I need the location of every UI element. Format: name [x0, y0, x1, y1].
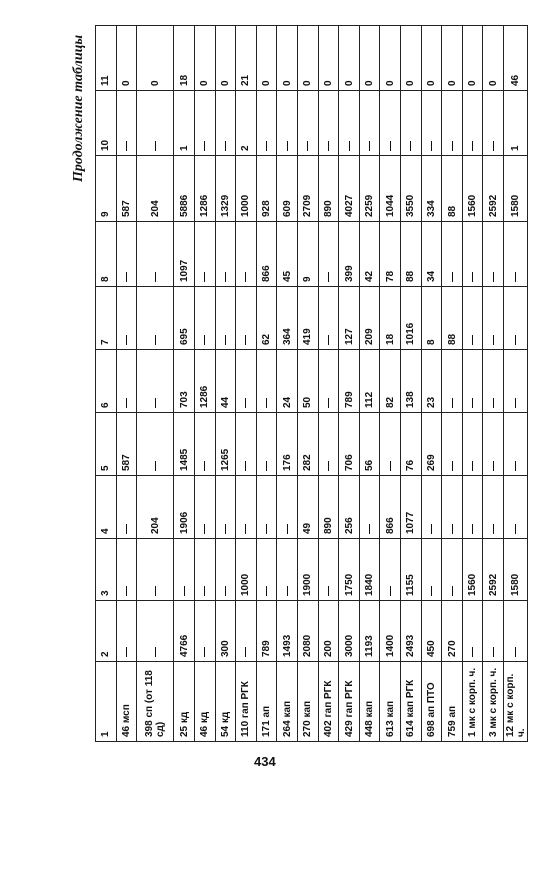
table-cell: 695: [174, 287, 195, 350]
table-cell: 1580: [504, 156, 528, 222]
table-cell: —: [483, 222, 504, 287]
table-cell: 8: [421, 287, 442, 350]
unit-name-cell: 698 ап ПТО: [421, 662, 442, 742]
table-cell: —: [359, 476, 380, 539]
table-cell: 0: [297, 26, 318, 91]
table-cell: 334: [421, 156, 442, 222]
table-cell: 200: [318, 601, 339, 662]
table-cell: 0: [359, 26, 380, 91]
table-row: [401, 26, 422, 742]
table-cell: —: [462, 222, 483, 287]
table-cell: 1580: [504, 539, 528, 601]
table-cell: —: [318, 222, 339, 287]
table-cell: —: [116, 539, 137, 601]
table-cell: 50: [297, 350, 318, 413]
table-cell: 270: [442, 601, 463, 662]
table-cell: 706: [339, 413, 360, 476]
table-cell: —: [359, 91, 380, 156]
column-header: 1: [96, 662, 117, 742]
table-cell: —: [236, 601, 257, 662]
table-row: [504, 26, 528, 742]
table-cell: —: [236, 413, 257, 476]
table-cell: 1750: [339, 539, 360, 601]
table-cell: 0: [401, 26, 422, 91]
unit-name-cell: 25 кд: [174, 662, 195, 742]
unit-name-cell: 54 кд: [215, 662, 236, 742]
table-row: [380, 26, 401, 742]
table-cell: —: [421, 476, 442, 539]
table-cell: 609: [277, 156, 298, 222]
table-cell: 78: [380, 222, 401, 287]
table-cell: 62: [256, 287, 277, 350]
table-cell: 282: [297, 413, 318, 476]
table-cell: —: [339, 91, 360, 156]
table-cell: —: [277, 476, 298, 539]
table-cell: 1155: [401, 539, 422, 601]
table-cell: 204: [137, 156, 174, 222]
table-cell: —: [504, 287, 528, 350]
table-cell: —: [318, 413, 339, 476]
table-cell: 24: [277, 350, 298, 413]
table-cell: —: [194, 222, 215, 287]
table-cell: 1265: [215, 413, 236, 476]
table-cell: —: [483, 476, 504, 539]
table-cell: 1900: [297, 539, 318, 601]
table-row: [421, 26, 442, 742]
table-cell: —: [194, 539, 215, 601]
column-header: 6: [96, 350, 117, 413]
table-cell: —: [401, 91, 422, 156]
table-cell: 364: [277, 287, 298, 350]
table-cell: 1016: [401, 287, 422, 350]
table-cell: 88: [442, 287, 463, 350]
table-cell: 2: [236, 91, 257, 156]
table-cell: 1044: [380, 156, 401, 222]
table-cell: 866: [380, 476, 401, 539]
table-cell: 789: [339, 350, 360, 413]
table-cell: —: [194, 601, 215, 662]
table-cell: —: [318, 539, 339, 601]
table-cell: —: [380, 413, 401, 476]
table-cell: 1840: [359, 539, 380, 601]
table-cell: 0: [380, 26, 401, 91]
table-cell: —: [442, 476, 463, 539]
column-header: 9: [96, 156, 117, 222]
table-cell: 0: [215, 26, 236, 91]
table-cell: —: [194, 413, 215, 476]
table-cell: 587: [116, 413, 137, 476]
table-cell: —: [504, 222, 528, 287]
unit-name-cell: 264 кап: [277, 662, 298, 742]
table-cell: 42: [359, 222, 380, 287]
table-cell: —: [236, 350, 257, 413]
table-cell: —: [318, 287, 339, 350]
table-cell: —: [236, 222, 257, 287]
unit-name-cell: 12 мк с корп. ч.: [504, 662, 528, 742]
unit-name-cell: 1 мк с корп. ч.: [462, 662, 483, 742]
table-cell: 0: [137, 26, 174, 91]
table-cell: 2592: [483, 539, 504, 601]
table-cell: —: [174, 539, 195, 601]
table-cell: —: [215, 476, 236, 539]
table-cell: 138: [401, 350, 422, 413]
table-cell: 88: [401, 222, 422, 287]
table-cell: 1077: [401, 476, 422, 539]
table-cell: 890: [318, 476, 339, 539]
unit-name-cell: 759 ап: [442, 662, 463, 742]
table-cell: 450: [421, 601, 442, 662]
table-cell: —: [236, 287, 257, 350]
table-cell: 1493: [277, 601, 298, 662]
column-header: 2: [96, 601, 117, 662]
table-cell: —: [137, 287, 174, 350]
column-header: 3: [96, 539, 117, 601]
table-cell: —: [236, 476, 257, 539]
table-cell: —: [137, 601, 174, 662]
column-header: 7: [96, 287, 117, 350]
table-cell: 209: [359, 287, 380, 350]
table-header-row: [96, 26, 117, 742]
table-cell: 0: [277, 26, 298, 91]
table-cell: —: [504, 601, 528, 662]
table-cell: 0: [256, 26, 277, 91]
table-cell: —: [504, 350, 528, 413]
table-cell: 1: [504, 91, 528, 156]
table-cell: —: [442, 222, 463, 287]
table-row: [339, 26, 360, 742]
table-cell: 0: [318, 26, 339, 91]
unit-name-cell: 46 кд: [194, 662, 215, 742]
table-cell: 419: [297, 287, 318, 350]
table-cell: —: [256, 350, 277, 413]
table-cell: 2080: [297, 601, 318, 662]
table-cell: —: [277, 539, 298, 601]
table-cell: —: [380, 539, 401, 601]
table-cell: —: [194, 476, 215, 539]
table-cell: —: [318, 91, 339, 156]
table-row: [174, 26, 195, 742]
table-cell: 34: [421, 222, 442, 287]
table-cell: 204: [137, 476, 174, 539]
table-cell: —: [215, 287, 236, 350]
table-cell: —: [137, 91, 174, 156]
table-cell: 890: [318, 156, 339, 222]
table-cell: 789: [256, 601, 277, 662]
table-cell: 0: [483, 26, 504, 91]
table-cell: —: [462, 350, 483, 413]
table-cell: 1560: [462, 156, 483, 222]
table-cell: 1485: [174, 413, 195, 476]
table-cell: 1193: [359, 601, 380, 662]
table-cell: 45: [277, 222, 298, 287]
table-row: [442, 26, 463, 742]
table-cell: 44: [215, 350, 236, 413]
table-cell: —: [116, 350, 137, 413]
table-row: [277, 26, 298, 742]
table-cell: 300: [215, 601, 236, 662]
table-cell: 269: [421, 413, 442, 476]
table-cell: 1400: [380, 601, 401, 662]
table-cell: 928: [256, 156, 277, 222]
table-cell: —: [194, 91, 215, 156]
column-header: 11: [96, 26, 117, 91]
table-cell: 399: [339, 222, 360, 287]
unit-name-cell: 46 мсп: [116, 662, 137, 742]
table-cell: 112: [359, 350, 380, 413]
table-body: [96, 26, 528, 742]
page-number: 434: [254, 754, 276, 769]
unit-name-cell: 429 гап РГК: [339, 662, 360, 742]
table-row: [236, 26, 257, 742]
unit-name-cell: 402 гап РГК: [318, 662, 339, 742]
table-cell: 4766: [174, 601, 195, 662]
table-row: [318, 26, 339, 742]
unit-name-cell: 110 гап РГК: [236, 662, 257, 742]
table-cell: 1: [174, 91, 195, 156]
table-cell: 82: [380, 350, 401, 413]
table-cell: —: [462, 476, 483, 539]
table-cell: 1000: [236, 156, 257, 222]
table-cell: —: [504, 476, 528, 539]
table-cell: 3000: [339, 601, 360, 662]
running-header: [63, 22, 95, 182]
table-cell: 1000: [236, 539, 257, 601]
unit-name-cell: 270 кап: [297, 662, 318, 742]
table-row: [483, 26, 504, 742]
table-cell: 2709: [297, 156, 318, 222]
table-cell: 0: [442, 26, 463, 91]
table-cell: 3550: [401, 156, 422, 222]
table-cell: —: [483, 350, 504, 413]
table-cell: 1097: [174, 222, 195, 287]
table-cell: 703: [174, 350, 195, 413]
table-cell: —: [442, 91, 463, 156]
table-cell: 5886: [174, 156, 195, 222]
table-cell: —: [421, 91, 442, 156]
table-cell: —: [215, 539, 236, 601]
table-cell: 18: [174, 26, 195, 91]
table-cell: —: [421, 539, 442, 601]
table-cell: —: [483, 601, 504, 662]
data-table-container: [95, 26, 528, 742]
table-cell: 2592: [483, 156, 504, 222]
table-cell: —: [116, 91, 137, 156]
table-row: [116, 26, 137, 742]
table-cell: 18: [380, 287, 401, 350]
table-cell: —: [442, 350, 463, 413]
table-row: [256, 26, 277, 742]
table-cell: 1329: [215, 156, 236, 222]
table-row: [215, 26, 236, 742]
table-row: [297, 26, 318, 742]
table-cell: 1906: [174, 476, 195, 539]
table-cell: 49: [297, 476, 318, 539]
table-cell: —: [137, 350, 174, 413]
table-cell: 2259: [359, 156, 380, 222]
table-cell: 56: [359, 413, 380, 476]
table-cell: 9: [297, 222, 318, 287]
table-row: [137, 26, 174, 742]
table-cell: 76: [401, 413, 422, 476]
table-cell: 1560: [462, 539, 483, 601]
table-cell: 46: [504, 26, 528, 91]
table-cell: 127: [339, 287, 360, 350]
table-cell: —: [277, 91, 298, 156]
table-cell: —: [504, 413, 528, 476]
table-cell: 587: [116, 156, 137, 222]
column-header: 4: [96, 476, 117, 539]
table-cell: —: [483, 413, 504, 476]
table-cell: —: [137, 222, 174, 287]
table-cell: 866: [256, 222, 277, 287]
table-row: [359, 26, 380, 742]
table-cell: —: [462, 601, 483, 662]
table-cell: —: [256, 539, 277, 601]
table-cell: —: [442, 413, 463, 476]
table-cell: —: [318, 350, 339, 413]
unit-name-cell: 448 кап: [359, 662, 380, 742]
table-cell: 1286: [194, 156, 215, 222]
table-cell: 176: [277, 413, 298, 476]
table-cell: —: [116, 601, 137, 662]
table-cell: —: [380, 91, 401, 156]
table-cell: —: [194, 287, 215, 350]
data-table: [95, 25, 528, 742]
table-cell: —: [137, 539, 174, 601]
table-cell: —: [483, 287, 504, 350]
unit-name-cell: 398 сп (от 118 сд): [137, 662, 174, 742]
table-cell: —: [116, 476, 137, 539]
table-cell: —: [297, 91, 318, 156]
table-cell: 0: [421, 26, 442, 91]
table-cell: —: [483, 91, 504, 156]
table-cell: 1286: [194, 350, 215, 413]
table-cell: 88: [442, 156, 463, 222]
table-row: [462, 26, 483, 742]
table-cell: —: [462, 413, 483, 476]
table-cell: —: [137, 413, 174, 476]
table-cell: —: [256, 91, 277, 156]
unit-name-cell: 613 кап: [380, 662, 401, 742]
column-header: 10: [96, 91, 117, 156]
table-cell: —: [442, 539, 463, 601]
table-cell: —: [256, 413, 277, 476]
table-cell: —: [462, 287, 483, 350]
table-cell: —: [462, 91, 483, 156]
unit-name-cell: 3 мк с корп. ч.: [483, 662, 504, 742]
table-cell: 256: [339, 476, 360, 539]
table-cell: —: [116, 222, 137, 287]
table-cell: —: [215, 222, 236, 287]
table-cell: 23: [421, 350, 442, 413]
table-row: [194, 26, 215, 742]
unit-name-cell: 614 кап РГК: [401, 662, 422, 742]
running-header-text: Продолжение таблицы: [71, 34, 86, 182]
table-cell: —: [116, 287, 137, 350]
unit-name-cell: 171 ап: [256, 662, 277, 742]
table-cell: —: [215, 91, 236, 156]
table-cell: 0: [339, 26, 360, 91]
table-cell: 0: [194, 26, 215, 91]
table-cell: —: [256, 476, 277, 539]
table-cell: 0: [116, 26, 137, 91]
table-cell: 4027: [339, 156, 360, 222]
column-header: 8: [96, 222, 117, 287]
table-cell: 0: [462, 26, 483, 91]
table-cell: 2493: [401, 601, 422, 662]
table-cell: 21: [236, 26, 257, 91]
column-header: 5: [96, 413, 117, 476]
